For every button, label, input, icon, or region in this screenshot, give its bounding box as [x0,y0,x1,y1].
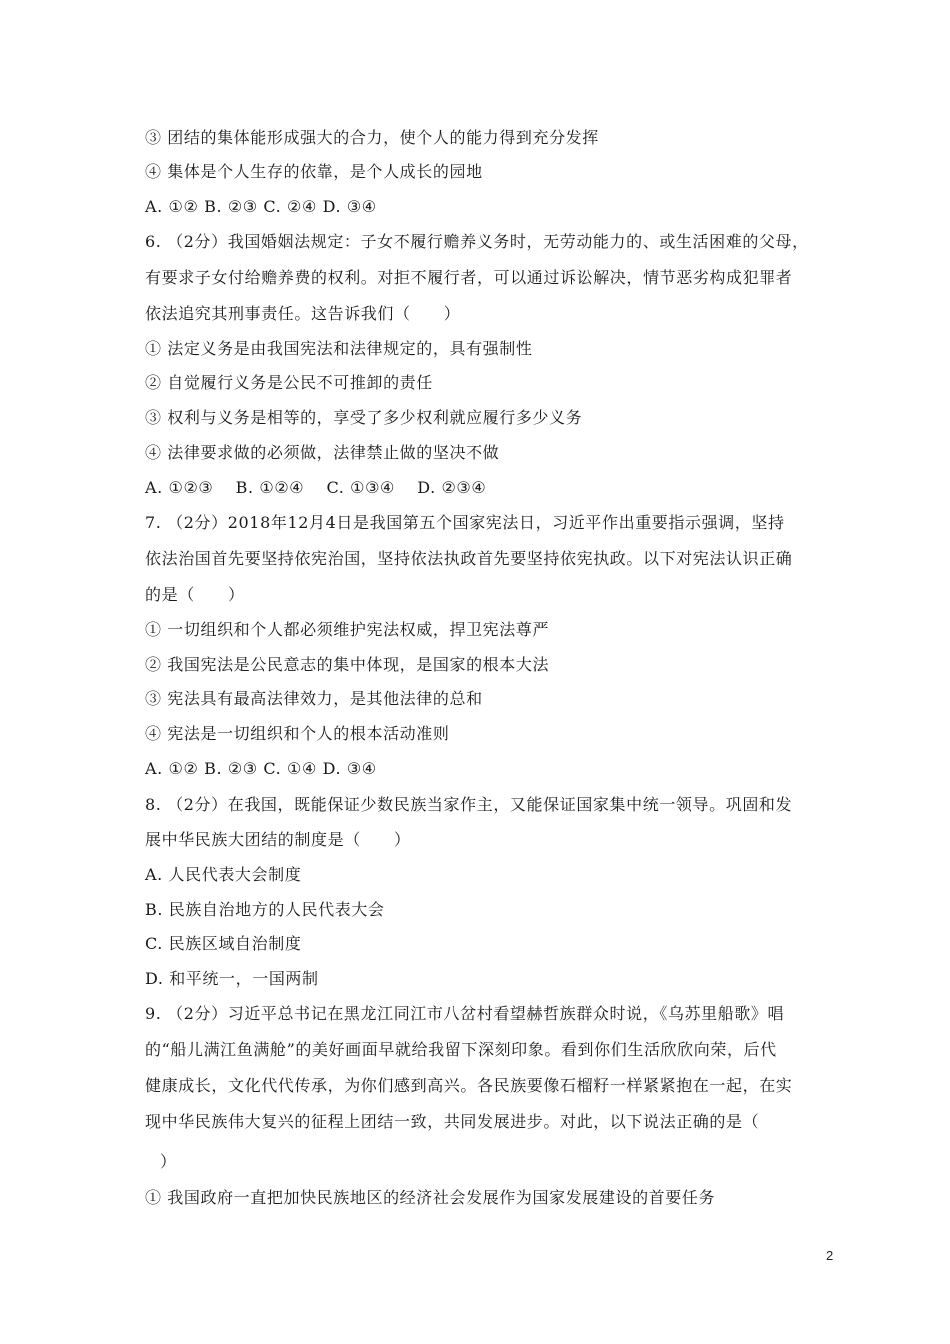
q7-option-3: ③ 宪法具有最高法律效力，是其他法律的总和 [145,689,483,708]
q7-option-1: ① 一切组织和个人都必须维护宪法权威，捍卫宪法尊严 [145,620,550,639]
q9-stem-line-2: 的“船儿满江鱼满舱”的美好画面早就给我留下深刻印象。看到你们生活欣欣向荣，后代 [145,1040,777,1059]
q6-option-4: ④ 法律要求做的必须做，法律禁止做的坚决不做 [145,443,500,462]
q5-answer-choices: A. ①② B. ②③ C. ②④ D. ③④ [145,197,377,216]
q9-option-1: ① 我国政府一直把加快民族地区的经济社会发展作为国家发展建设的首要任务 [145,1188,716,1207]
q6-stem-line-3: 依法追究其刑事责任。这告诉我们（ ） [145,304,461,323]
q9-stem-line-5: ） [160,1152,177,1171]
q6-stem-line-2: 有要求子女付给赡养费的权利。对拒不履行者，可以通过诉讼解决，情节恶劣构成犯罪者 [145,268,793,287]
q7-answer-choices: A. ①② B. ②③ C. ①④ D. ③④ [145,759,377,778]
q8-option-c: C. 民族区域自治制度 [145,934,302,953]
page-number: 2 [826,1248,834,1263]
q8-stem-line-2: 展中华民族大团结的制度是（ ） [145,830,411,849]
q8-stem-line-1: 8. （2分）在我国，既能保证少数民族当家作主，又能保证国家集中统一领导。巩固和发 [145,795,793,814]
q6-option-3: ③ 权利与义务是相等的，享受了多少权利就应履行多少义务 [145,408,583,427]
q6-option-2: ② 自觉履行义务是公民不可推卸的责任 [145,373,433,392]
q6-stem-line-1: 6. （2分）我国婚姻法规定：子女不履行赡养义务时，无劳动能力的、或生活困难的父母， [145,232,809,251]
q8-option-d: D. 和平统一，一国两制 [145,969,319,988]
q5-option-4: ④ 集体是个人生存的依靠，是个人成长的园地 [145,162,483,181]
q9-stem-line-1: 9. （2分）习近平总书记在黑龙江同江市八岔村看望赫哲族群众时说，《乌苏里船歌》唱 [145,1004,785,1023]
q9-stem-line-3: 健康成长，文化代代传承，为你们感到高兴。各民族要像石榴籽一样紧紧抱在一起，在实 [145,1076,793,1095]
q5-option-3: ③ 团结的集体能形成强大的合力，使个人的能力得到充分发挥 [145,128,599,147]
q6-option-1: ① 法定义务是由我国宪法和法律规定的，具有强制性 [145,339,533,358]
q7-stem-line-1: 7. （2分）2018年12月4日是我国第五个国家宪法日，习近平作出重要指示强调，坚持 [145,513,785,532]
q7-stem-line-2: 依法治国首先要坚持依宪治国，坚持依法执政首先要坚持依宪执政。以下对宪法认识正确 [145,549,793,568]
q8-option-a: A. 人民代表大会制度 [145,865,302,884]
q9-stem-line-4: 现中华民族伟大复兴的征程上团结一致，共同发展进步。对此，以下说法正确的是（ [145,1112,760,1131]
q7-option-2: ② 我国宪法是公民意志的集中体现，是国家的根本大法 [145,655,550,674]
q7-option-4: ④ 宪法是一切组织和个人的根本活动准则 [145,724,450,743]
q7-stem-line-3: 的是（ ） [145,585,245,604]
q8-option-b: B. 民族自治地方的人民代表大会 [145,900,385,919]
q6-answer-choices: A. ①②③ B. ①②④ C. ①③④ D. ②③④ [145,478,487,497]
